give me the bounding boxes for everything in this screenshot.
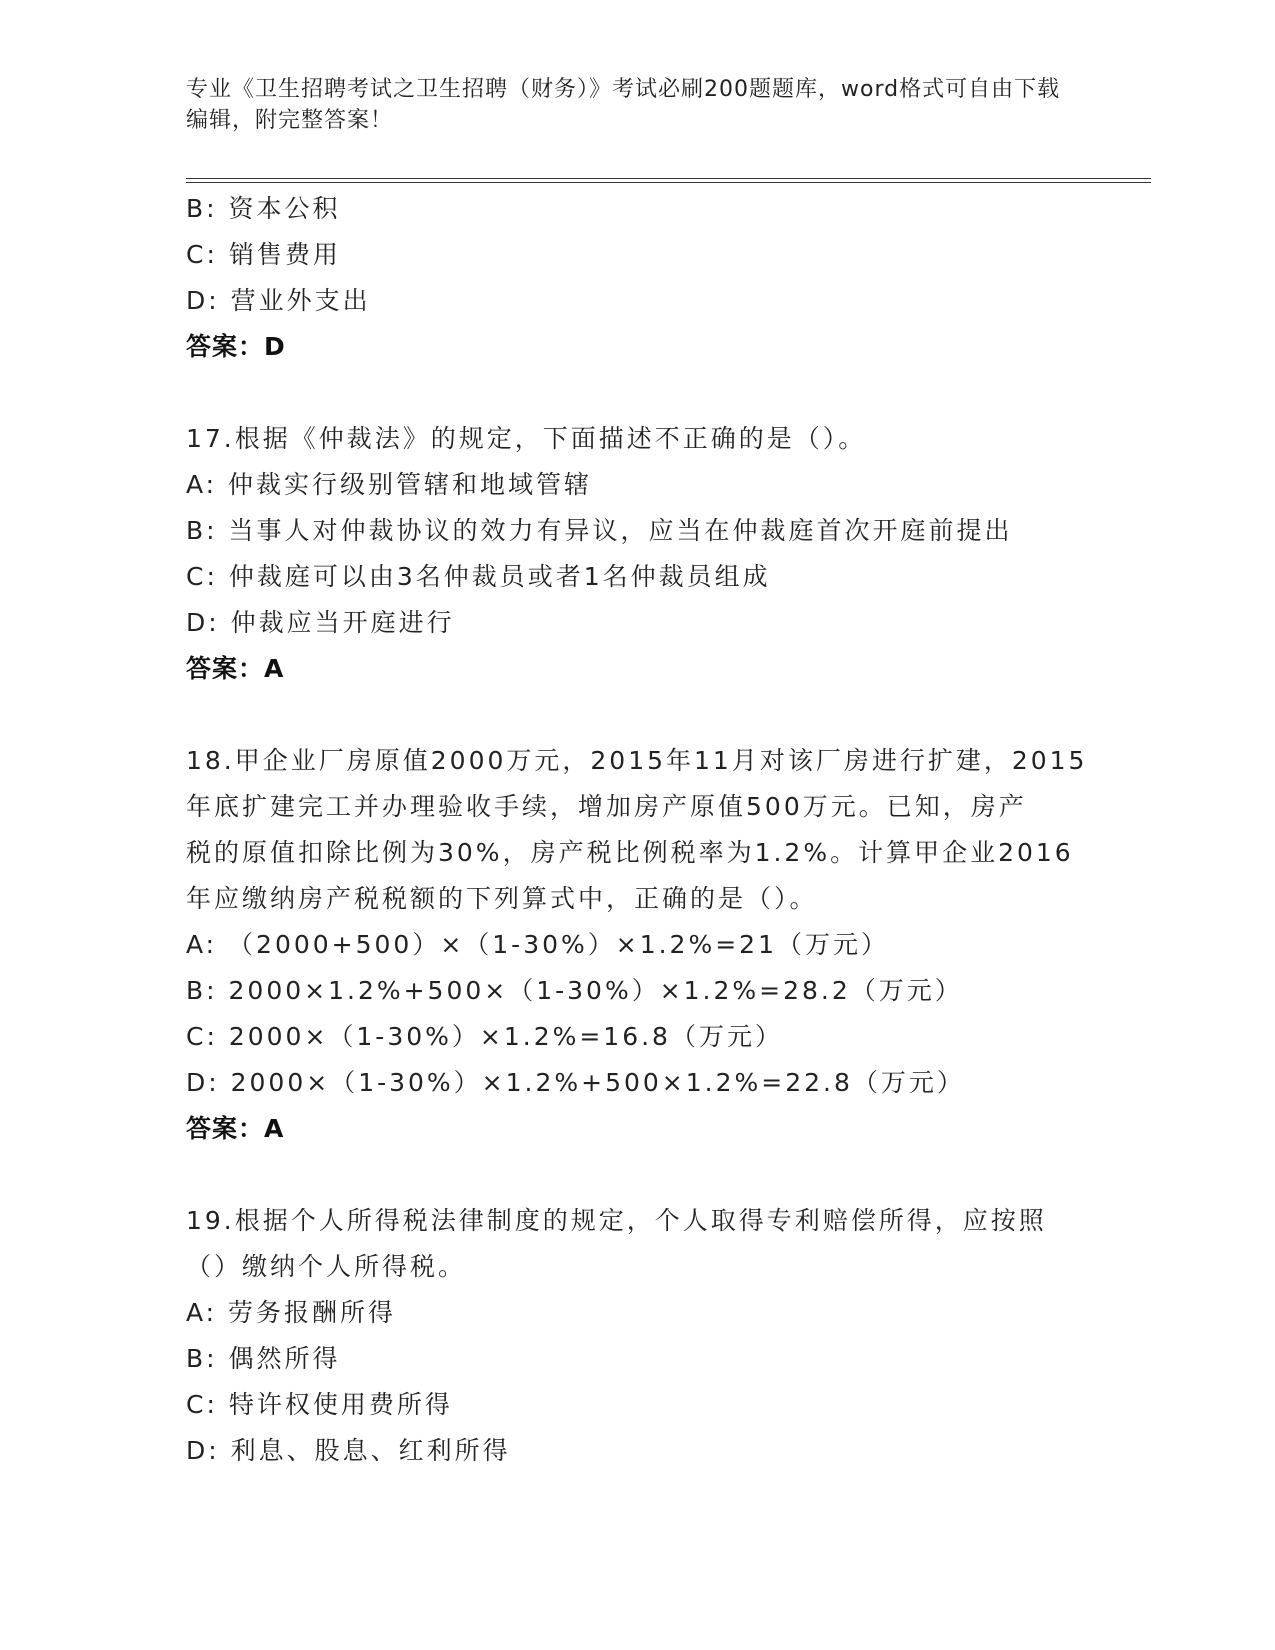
option-d: D: 仲裁应当开庭进行	[186, 608, 455, 637]
question-block-17	[186, 416, 1086, 692]
option-d: D: 利息、股息、红利所得	[186, 1436, 511, 1465]
question-block-19	[186, 1198, 1086, 1474]
option-d: D: 2000×（1-30%）×1.2%+500×1.2%=22.8（万元）	[186, 1068, 965, 1097]
option-b: B: 偶然所得	[186, 1344, 341, 1373]
question-stem-line: 19.根据个人所得税法律制度的规定，个人取得专利赔偿所得，应按照	[186, 1206, 1047, 1235]
spacer	[186, 692, 1086, 738]
document-body	[186, 186, 1086, 1474]
header-divider	[186, 178, 1151, 183]
question-block-16	[186, 186, 1086, 370]
option-c: C: 销售费用	[186, 240, 341, 269]
option-d: D: 营业外支出	[186, 286, 371, 315]
question-stem-line: 18.甲企业厂房原值2000万元，2015年11月对该厂房进行扩建，2015	[186, 746, 1088, 775]
question-block-18	[186, 738, 1086, 1152]
question-stem-line: （）缴纳个人所得税。	[186, 1252, 467, 1281]
page-header: 专业《卫生招聘考试之卫生招聘（财务）》考试必刷200题题库，word格式可自由下载编辑，附完整答案！	[186, 77, 1061, 133]
option-c: C: 特许权使用费所得	[186, 1390, 453, 1419]
spacer	[186, 1152, 1086, 1198]
option-a: A: （2000+500）×（1-30%）×1.2%=21（万元）	[186, 930, 889, 959]
answer-line: 答案：A	[186, 1114, 285, 1143]
option-a: A: 仲裁实行级别管辖和地域管辖	[186, 470, 593, 499]
option-b: B: 2000×1.2%+500×（1-30%）×1.2%=28.2（万元）	[186, 976, 963, 1005]
answer-line: 答案：D	[186, 332, 286, 361]
option-b: B: 当事人对仲裁协议的效力有异议，应当在仲裁庭首次开庭前提出	[186, 516, 1013, 545]
option-b: B: 资本公积	[186, 194, 341, 223]
option-c: C: 仲裁庭可以由3名仲裁员或者1名仲裁员组成	[186, 562, 771, 591]
question-stem-line: 年底扩建完工并办理验收手续，增加房产原值500万元。已知，房产	[186, 792, 1027, 821]
spacer	[186, 370, 1086, 416]
option-a: A: 劳务报酬所得	[186, 1298, 397, 1327]
question-stem-line: 税的原值扣除比例为30%，房产税比例税率为1.2%。计算甲企业2016	[186, 838, 1074, 867]
question-stem: 17.根据《仲裁法》的规定，下面描述不正确的是（）。	[186, 424, 867, 453]
question-stem-line: 年应缴纳房产税税额的下列算式中，正确的是（）。	[186, 884, 818, 913]
answer-line: 答案：A	[186, 654, 285, 683]
option-c: C: 2000×（1-30%）×1.2%=16.8（万元）	[186, 1022, 783, 1051]
